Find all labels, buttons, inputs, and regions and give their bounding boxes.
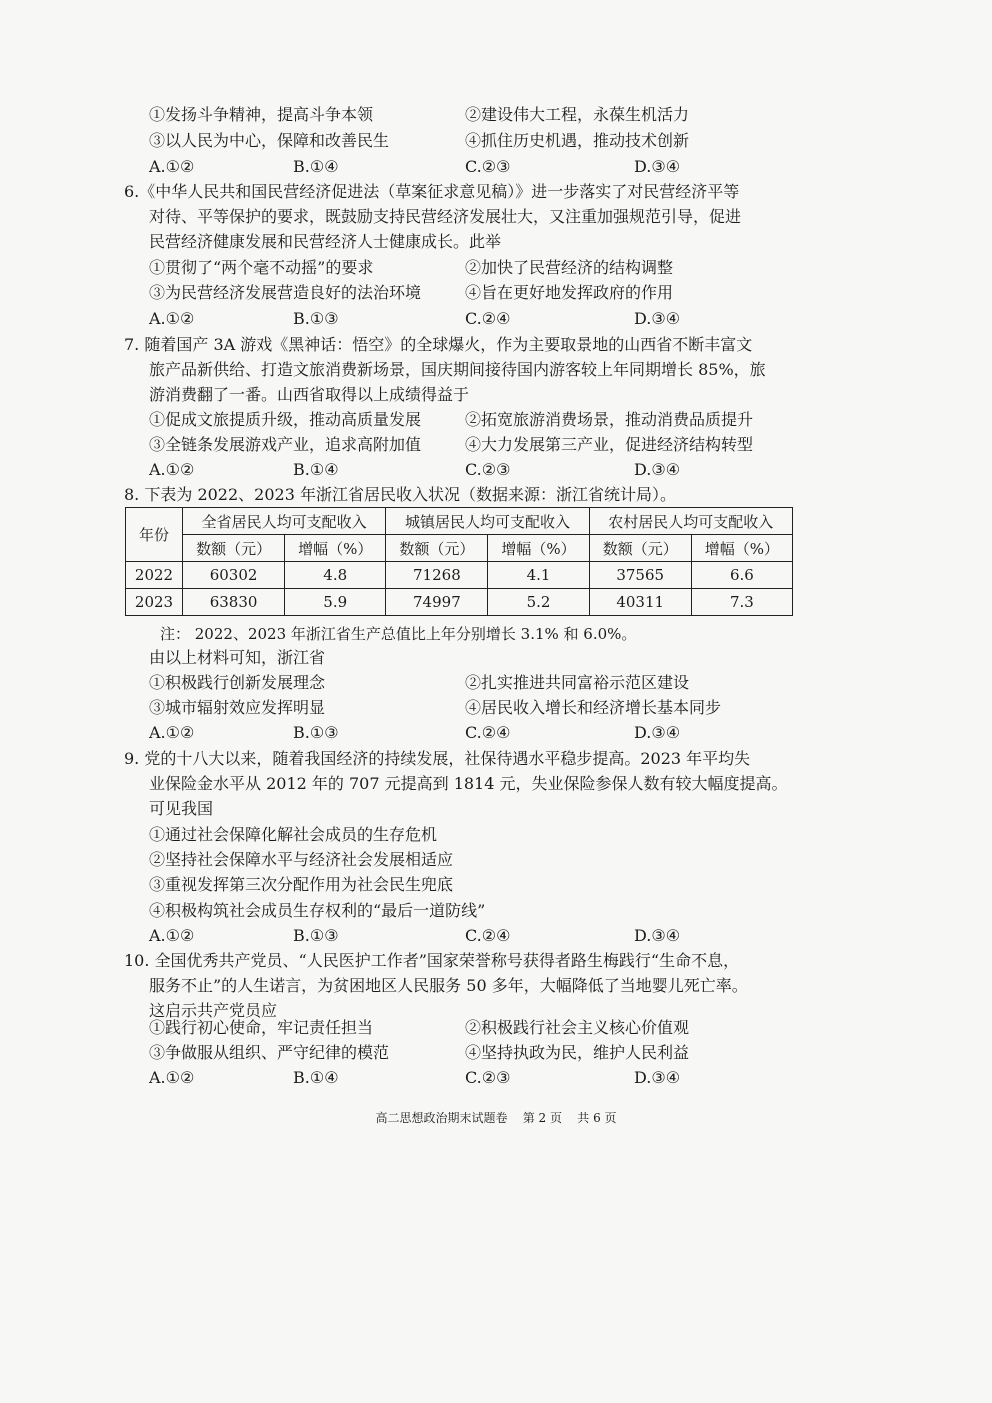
q6-choice-a: A.①② xyxy=(149,309,195,328)
table-sub-growth: 增幅（%） xyxy=(488,535,589,562)
page-footer: 高二思想政治期末试题卷 第 2 页 共 6 页 xyxy=(375,1111,617,1125)
table-year-header: 年份 xyxy=(126,508,183,562)
q7-stem-line-2: 旅产品新供给、打造文旅消费新场景，国庆期间接待国内游客较上年同期增长 85%，旅 xyxy=(149,360,766,379)
q8-table-note: 注： 2022、2023 年浙江省生产总值比上年分别增长 3.1% 和 6.0%。 xyxy=(160,625,637,643)
q6-choice-b: B.①③ xyxy=(293,309,339,328)
q7-choice-c: C.②③ xyxy=(465,460,511,479)
q5-choice-d: D.③④ xyxy=(634,157,681,176)
q10-choice-d: D.③④ xyxy=(634,1068,681,1087)
q5-choice-a: A.①② xyxy=(149,157,195,176)
q10-item-2: ②积极践行社会主义核心价值观 xyxy=(465,1018,690,1037)
table-sub-amount: 数额（元） xyxy=(183,535,285,562)
q7-choice-b: B.①④ xyxy=(293,460,339,479)
q7-stem-line-1: 7. 随着国产 3A 游戏《黑神话：悟空》的全球爆火，作为主要取景地的山西省不断丰富文 xyxy=(124,335,753,354)
q10-item-1: ①践行初心使命，牢记责任担当 xyxy=(149,1018,374,1037)
q9-item-1: ①通过社会保障化解社会成员的生存危机 xyxy=(149,825,438,844)
q8-choice-a: A.①② xyxy=(149,723,195,742)
q9-choice-a: A.①② xyxy=(149,926,195,945)
q5-item-4: ④抓住历史机遇，推动技术创新 xyxy=(465,131,690,150)
table-cell-year: 2022 xyxy=(126,562,183,589)
q7-item-3: ③全链条发展游戏产业，追求高附加值 xyxy=(149,435,422,454)
table-sub-growth: 增幅（%） xyxy=(285,535,386,562)
q5-item-2: ②建设伟大工程，永葆生机活力 xyxy=(465,105,690,124)
q9-item-3: ③重视发挥第三次分配作用为社会民生兜底 xyxy=(149,875,454,894)
table-row xyxy=(126,562,793,589)
q9-stem-line-2: 业保险金水平从 2012 年的 707 元提高到 1814 元，失业保险参保人数有较大幅度提高。 xyxy=(149,774,788,793)
q7-item-4: ④大力发展第三产业，促进经济结构转型 xyxy=(465,435,754,454)
q10-item-3: ③争做服从组织、严守纪律的模范 xyxy=(149,1043,390,1062)
table-sub-growth: 增幅（%） xyxy=(691,535,792,562)
table-cell: 63830 xyxy=(183,589,285,616)
q8-lead: 由以上材料可知，浙江省 xyxy=(149,648,326,667)
q8-item-4: ④居民收入增长和经济增长基本同步 xyxy=(465,698,722,717)
table-row xyxy=(126,589,793,616)
q10-stem-line-3: 这启示共产党员应 xyxy=(149,1001,278,1020)
table-cell: 60302 xyxy=(183,562,285,589)
q5-item-3: ③以人民为中心，保障和改善民生 xyxy=(149,131,390,150)
q10-choice-c: C.②③ xyxy=(465,1068,511,1087)
q9-choice-d: D.③④ xyxy=(634,926,681,945)
q8-item-2: ②扎实推进共同富裕示范区建设 xyxy=(465,673,690,692)
q9-stem-line-1: 9. 党的十八大以来，随着我国经济的持续发展，社保待遇水平稳步提高。2023 年平均失 xyxy=(124,749,751,768)
q6-stem-line-1: 6.《中华人民共和国民营经济促进法（草案征求意见稿）》进一步落实了对民营经济平等 xyxy=(124,182,740,201)
q6-stem-line-3: 民营经济健康发展和民营经济人士健康成长。此举 xyxy=(149,232,502,251)
q7-item-2: ②拓宽旅游消费场景，推动消费品质提升 xyxy=(465,410,754,429)
table-cell: 4.8 xyxy=(285,562,386,589)
q10-stem-line-1: 10. 全国优秀共产党员、“人民医护工作者”国家荣誉称号获得者路生梅践行“生命不息， xyxy=(124,951,740,970)
q8-choice-b: B.①③ xyxy=(293,723,339,742)
table-cell: 71268 xyxy=(386,562,488,589)
table-cell: 74997 xyxy=(386,589,488,616)
q10-choice-b: B.①④ xyxy=(293,1068,339,1087)
q6-item-1: ①贯彻了“两个毫不动摇”的要求 xyxy=(149,258,374,277)
q5-choice-b: B.①④ xyxy=(293,157,339,176)
q8-choice-c: C.②④ xyxy=(465,723,511,742)
table-cell: 4.1 xyxy=(488,562,589,589)
table-sub-amount: 数额（元） xyxy=(386,535,488,562)
q6-item-4: ④旨在更好地发挥政府的作用 xyxy=(465,283,674,302)
q6-choice-d: D.③④ xyxy=(634,309,681,328)
q6-stem-line-2: 对待、平等保护的要求，既鼓励支持民营经济发展壮大，又注重加强规范引导，促进 xyxy=(149,207,742,226)
q10-choice-a: A.①② xyxy=(149,1068,195,1087)
q10-stem-line-2: 服务不止”的人生诺言，为贫困地区人民服务 50 多年，大幅降低了当地婴儿死亡率。 xyxy=(149,976,748,995)
q10-item-4: ④坚持执政为民，维护人民利益 xyxy=(465,1043,690,1062)
q6-item-3: ③为民营经济发展营造良好的法治环境 xyxy=(149,283,422,302)
income-table xyxy=(125,507,793,616)
q5-item-1: ①发扬斗争精神，提高斗争本领 xyxy=(149,105,374,124)
q6-choice-c: C.②④ xyxy=(465,309,511,328)
q7-item-1: ①促成文旅提质升级，推动高质量发展 xyxy=(149,410,422,429)
q8-item-3: ③城市辐射效应发挥明显 xyxy=(149,698,326,717)
q9-item-4: ④积极构筑社会成员生存权利的“最后一道防线” xyxy=(149,901,486,920)
q5-choice-c: C.②③ xyxy=(465,157,511,176)
q7-stem-line-3: 游消费翻了一番。山西省取得以上成绩得益于 xyxy=(149,385,470,404)
q9-item-2: ②坚持社会保障水平与经济社会发展相适应 xyxy=(149,850,454,869)
table-cell-year: 2023 xyxy=(126,589,183,616)
table-cell: 40311 xyxy=(589,589,691,616)
table-group-urban: 城镇居民人均可支配收入 xyxy=(386,508,589,535)
table-cell: 6.6 xyxy=(691,562,792,589)
table-sub-amount: 数额（元） xyxy=(589,535,691,562)
table-cell: 5.9 xyxy=(285,589,386,616)
q9-stem-line-3: 可见我国 xyxy=(149,799,214,818)
q8-item-1: ①积极践行创新发展理念 xyxy=(149,673,326,692)
table-group-rural: 农村居民人均可支配收入 xyxy=(589,508,792,535)
table-cell: 37565 xyxy=(589,562,691,589)
table-group-province: 全省居民人均可支配收入 xyxy=(183,508,386,535)
table-cell: 5.2 xyxy=(488,589,589,616)
q8-stem: 8. 下表为 2022、2023 年浙江省居民收入状况（数据来源：浙江省统计局）。 xyxy=(124,485,676,504)
q9-choice-c: C.②④ xyxy=(465,926,511,945)
table-cell: 7.3 xyxy=(691,589,792,616)
q7-choice-a: A.①② xyxy=(149,460,195,479)
q7-choice-d: D.③④ xyxy=(634,460,681,479)
q9-choice-b: B.①③ xyxy=(293,926,339,945)
q6-item-2: ②加快了民营经济的结构调整 xyxy=(465,258,674,277)
q8-choice-d: D.③④ xyxy=(634,723,681,742)
